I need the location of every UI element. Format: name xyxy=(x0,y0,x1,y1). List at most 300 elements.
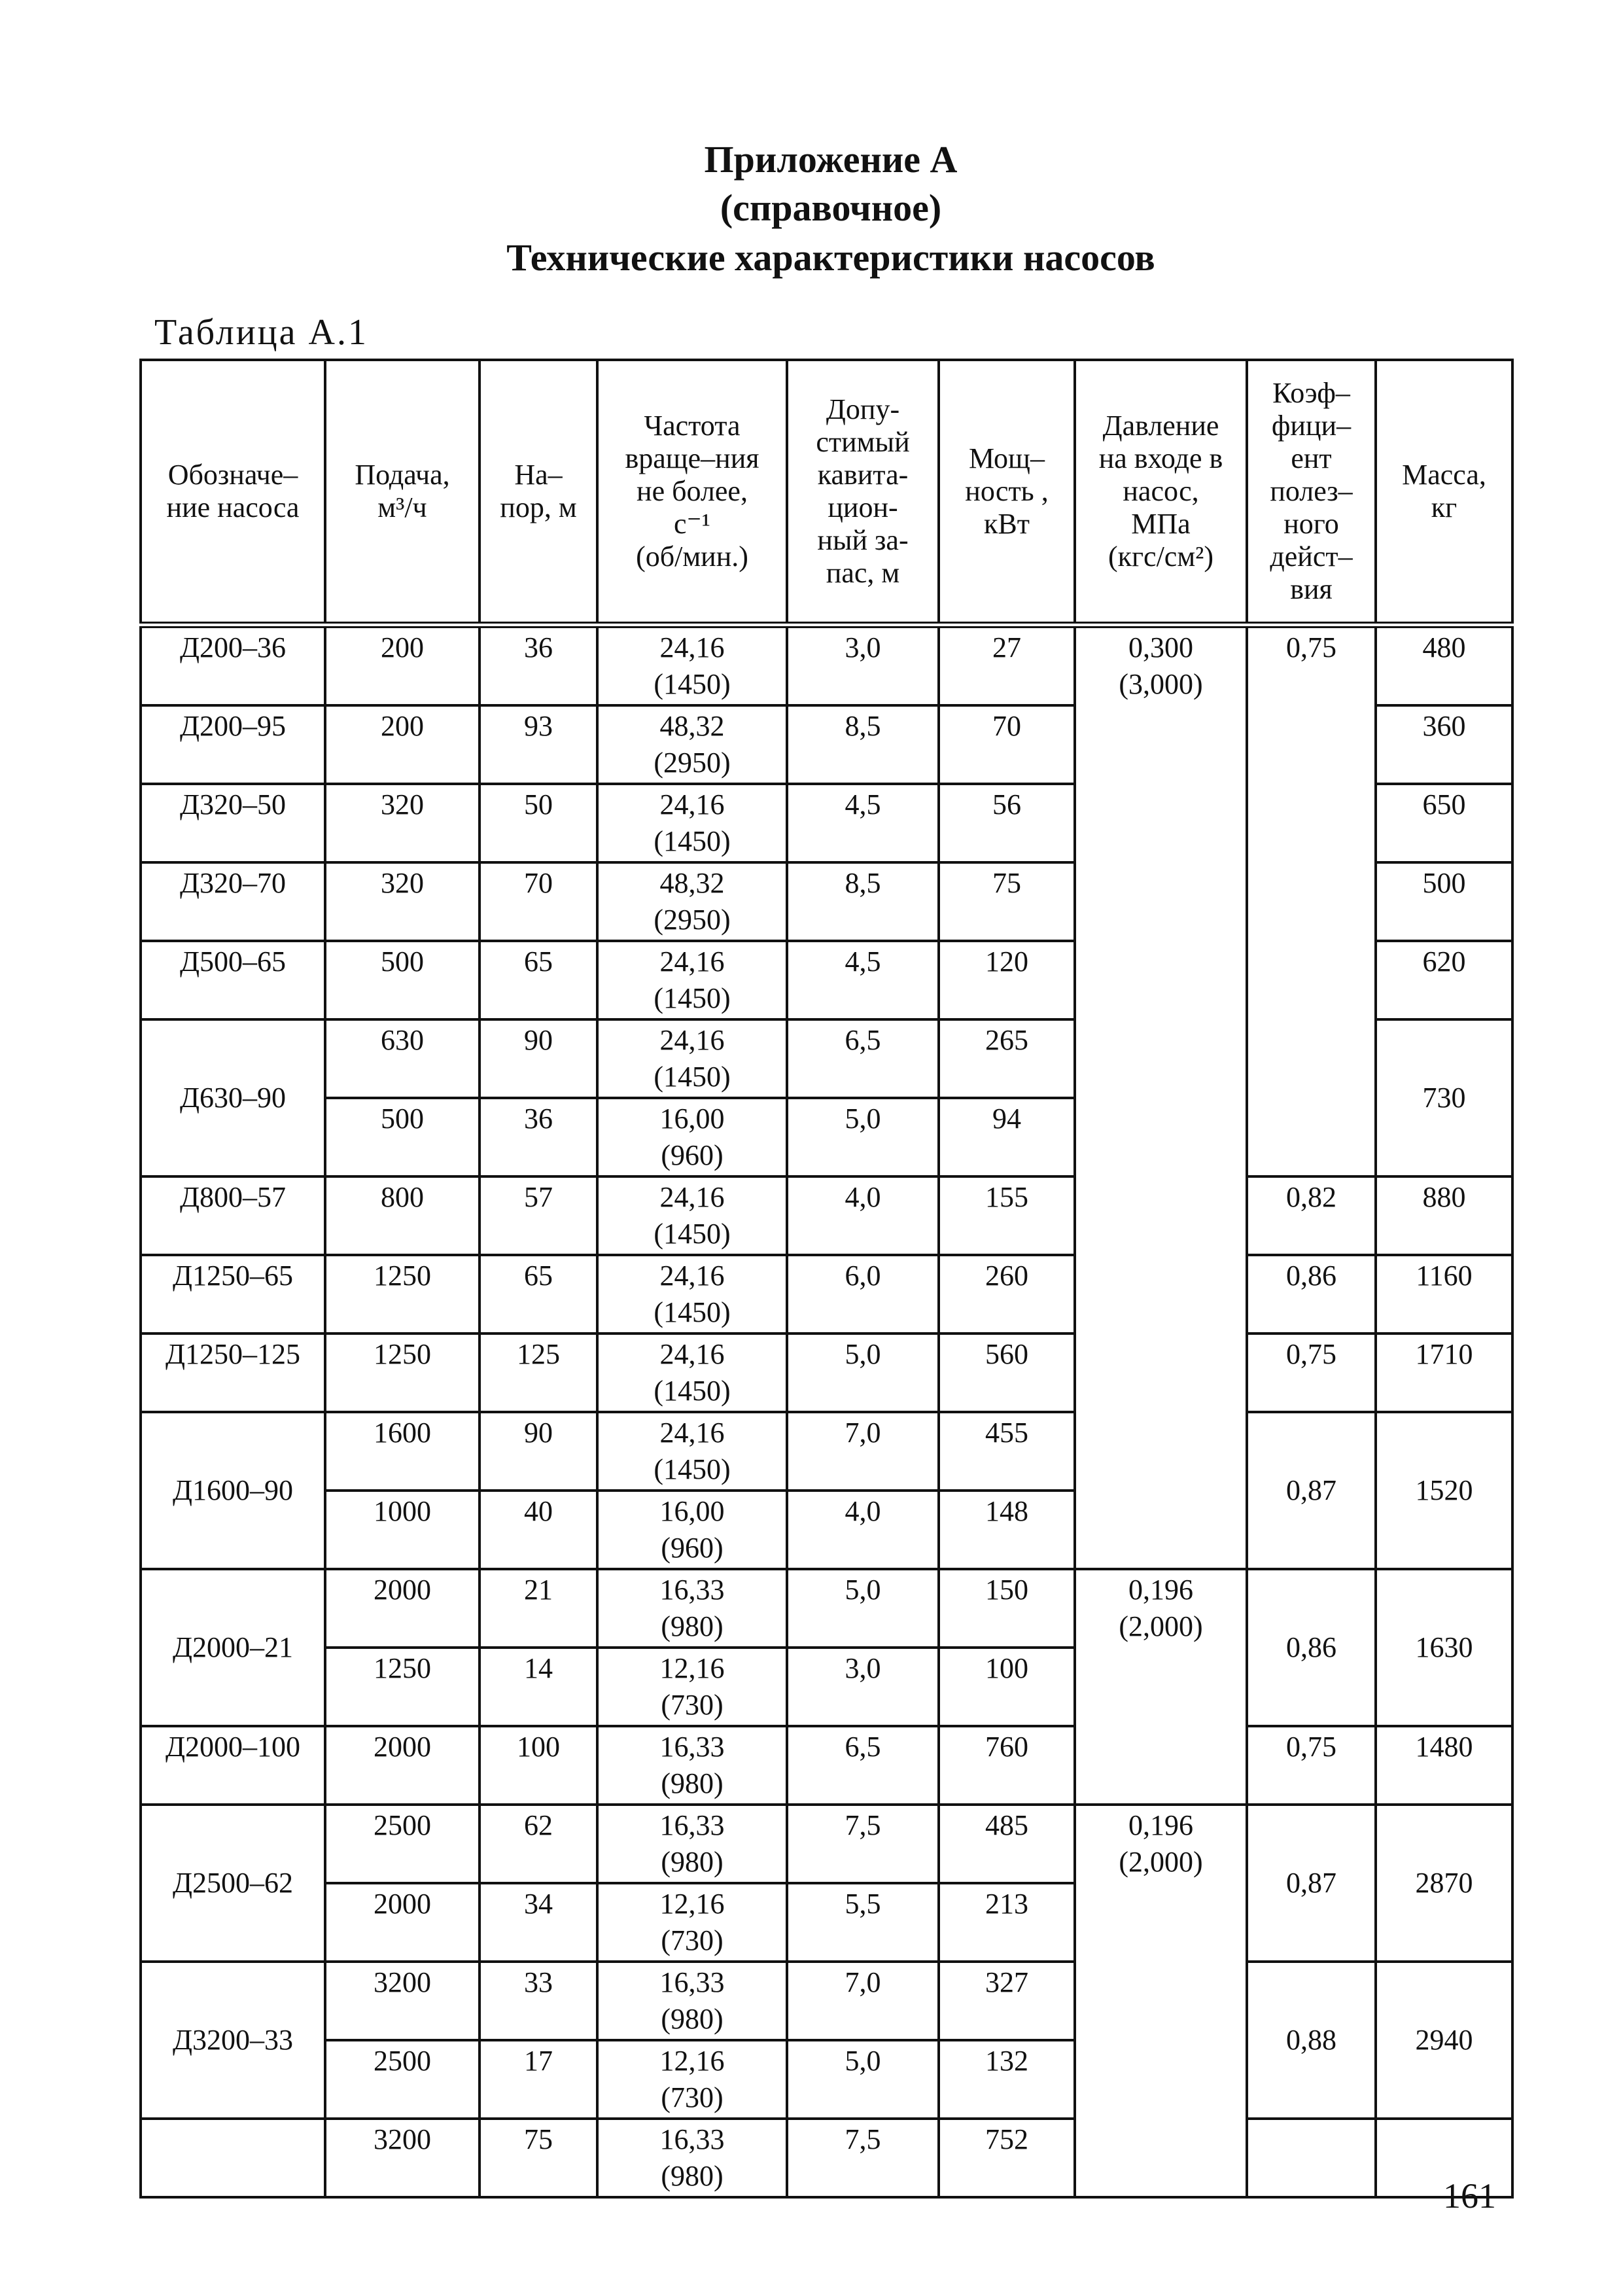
power-cell-text: 260 xyxy=(985,1260,1028,1292)
header-line: пор, м xyxy=(500,491,577,523)
efficiency-cell-text: 0,75 xyxy=(1286,1731,1336,1763)
flow-cell xyxy=(325,1176,480,1255)
rotation-speed-cell-text: (1450) xyxy=(654,668,731,700)
npsh-cell-text: 7,0 xyxy=(845,1417,881,1449)
power-cell xyxy=(939,1805,1075,1883)
pump-designation-cell-text: Д2000–100 xyxy=(165,1731,300,1763)
power-cell xyxy=(939,1726,1075,1805)
mass-cell xyxy=(1376,1176,1512,1255)
table-row xyxy=(141,1726,1512,1805)
efficiency-cell xyxy=(1247,1962,1376,2119)
pump-designation-cell-text: Д320–50 xyxy=(179,788,286,821)
flow-cell-text: 2000 xyxy=(374,1574,431,1606)
head-cell xyxy=(480,2040,597,2119)
rotation-speed-cell-text: 24,16 xyxy=(659,631,725,663)
npsh-cell xyxy=(787,705,939,784)
col-power-header xyxy=(939,360,1075,625)
header-line: ного xyxy=(1283,508,1339,540)
power-cell xyxy=(939,1098,1075,1176)
power-cell-text: 120 xyxy=(985,945,1028,978)
power-cell-text: 27 xyxy=(992,631,1021,663)
pump-designation-cell xyxy=(141,862,325,941)
power-cell-text: 265 xyxy=(985,1024,1028,1056)
inlet-pressure-cell-text: 0,196 xyxy=(1128,1809,1193,1841)
npsh-cell xyxy=(787,1648,939,1726)
power-cell-text: 455 xyxy=(985,1417,1028,1449)
head-cell xyxy=(480,1805,597,1883)
pump-designation-cell-text: Д200–95 xyxy=(179,710,286,742)
flow-cell xyxy=(325,625,480,705)
head-cell xyxy=(480,1726,597,1805)
npsh-cell-text: 6,5 xyxy=(845,1731,881,1763)
npsh-cell-text: 4,0 xyxy=(845,1495,881,1527)
rotation-speed-cell-text: (960) xyxy=(661,1139,724,1171)
rotation-speed-cell-text: (1450) xyxy=(654,1375,731,1407)
rotation-speed-cell xyxy=(597,1726,787,1805)
pump-designation-cell xyxy=(141,1805,325,1962)
head-cell xyxy=(480,1962,597,2040)
flow-cell xyxy=(325,784,480,862)
flow-cell xyxy=(325,1883,480,1962)
npsh-cell xyxy=(787,1019,939,1098)
power-cell xyxy=(939,1019,1075,1098)
power-cell xyxy=(939,1962,1075,2040)
efficiency-cell-text: 0,88 xyxy=(1286,2024,1336,2056)
pump-designation-cell xyxy=(141,625,325,705)
power-cell-text: 485 xyxy=(985,1809,1028,1841)
page-number: 161 xyxy=(1443,2176,1496,2216)
header-line: Допу- xyxy=(826,393,900,425)
col-npsh-header xyxy=(787,360,939,625)
flow-cell-text: 320 xyxy=(381,867,424,899)
rotation-speed-cell-text: 16,33 xyxy=(659,1966,725,1998)
flow-cell-text: 2500 xyxy=(374,1809,431,1841)
header-line: ент xyxy=(1291,442,1332,474)
pump-designation-cell xyxy=(141,1019,325,1176)
rotation-speed-cell-text: (730) xyxy=(661,1924,724,1956)
npsh-cell-text: 3,0 xyxy=(845,631,881,663)
npsh-cell xyxy=(787,1883,939,1962)
efficiency-cell xyxy=(1247,1176,1376,1255)
npsh-cell xyxy=(787,1491,939,1569)
rotation-speed-cell-text: (2950) xyxy=(654,747,731,779)
power-cell-text: 94 xyxy=(992,1103,1021,1135)
flow-cell-text: 2500 xyxy=(374,2045,431,2077)
flow-cell xyxy=(325,1648,480,1726)
head-cell-text: 70 xyxy=(524,867,553,899)
npsh-cell xyxy=(787,784,939,862)
flow-cell-text: 3200 xyxy=(374,2123,431,2155)
rotation-speed-cell-text: 16,33 xyxy=(659,1574,725,1606)
rotation-speed-cell xyxy=(597,1019,787,1098)
header-line: кВт xyxy=(984,508,1030,540)
flow-cell xyxy=(325,705,480,784)
rotation-speed-cell-text: (980) xyxy=(661,1846,724,1878)
table-row xyxy=(141,2119,1512,2197)
power-cell-text: 327 xyxy=(985,1966,1028,1998)
rotation-speed-cell-text: (980) xyxy=(661,1767,724,1799)
rotation-speed-cell-text: (1450) xyxy=(654,1061,731,1093)
pump-designation-cell-text: Д630–90 xyxy=(179,1082,286,1114)
head-cell-text: 21 xyxy=(524,1574,553,1606)
power-cell-text: 560 xyxy=(985,1338,1028,1370)
rotation-speed-cell-text: 12,16 xyxy=(659,1652,725,1684)
npsh-cell xyxy=(787,2040,939,2119)
rotation-speed-cell-text: 48,32 xyxy=(659,867,725,899)
table-header xyxy=(141,360,1512,625)
rotation-speed-cell-text: 24,16 xyxy=(659,1260,725,1292)
power-cell xyxy=(939,1569,1075,1648)
pump-designation-cell xyxy=(141,1726,325,1805)
npsh-cell xyxy=(787,1176,939,1255)
head-cell-text: 33 xyxy=(524,1966,553,1998)
flow-cell-text: 1250 xyxy=(374,1338,431,1370)
rotation-speed-cell xyxy=(597,625,787,705)
rotation-speed-cell-text: (1450) xyxy=(654,825,731,857)
efficiency-cell xyxy=(1247,1255,1376,1333)
power-cell xyxy=(939,1176,1075,1255)
inlet-pressure-cell-text: (2,000) xyxy=(1119,1610,1203,1642)
header-line: кг xyxy=(1431,491,1457,523)
npsh-cell xyxy=(787,1098,939,1176)
power-cell-text: 132 xyxy=(985,2045,1028,2077)
header-line: Давление xyxy=(1102,410,1219,442)
pump-designation-cell xyxy=(141,1333,325,1412)
npsh-cell-text: 3,0 xyxy=(845,1652,881,1684)
head-cell xyxy=(480,1255,597,1333)
npsh-cell-text: 8,5 xyxy=(845,867,881,899)
mass-cell-text: 2870 xyxy=(1415,1867,1473,1899)
efficiency-cell xyxy=(1247,1333,1376,1412)
rotation-speed-cell xyxy=(597,1805,787,1883)
rotation-speed-cell-text: 12,16 xyxy=(659,1888,725,1920)
efficiency-cell-text: 0,87 xyxy=(1286,1867,1336,1899)
head-cell-text: 17 xyxy=(524,2045,553,2077)
npsh-cell-text: 5,5 xyxy=(845,1888,881,1920)
flow-cell-text: 800 xyxy=(381,1181,424,1213)
efficiency-cell xyxy=(1247,1805,1376,1962)
flow-cell xyxy=(325,1333,480,1412)
npsh-cell xyxy=(787,1255,939,1333)
inlet-pressure-cell-text: (3,000) xyxy=(1119,668,1203,700)
flow-cell xyxy=(325,1805,480,1883)
rotation-speed-cell-text: (960) xyxy=(661,1532,724,1564)
rotation-speed-cell xyxy=(597,1255,787,1333)
head-cell-text: 14 xyxy=(524,1652,553,1684)
table-row xyxy=(141,1255,1512,1333)
efficiency-cell-text: 0,86 xyxy=(1286,1260,1336,1292)
mass-cell xyxy=(1376,1962,1512,2119)
flow-cell-text: 320 xyxy=(381,788,424,821)
rotation-speed-cell xyxy=(597,2119,787,2197)
inlet-pressure-cell-text: (2,000) xyxy=(1119,1846,1203,1878)
rotation-speed-cell-text: 24,16 xyxy=(659,1338,725,1370)
pump-designation-cell xyxy=(141,1412,325,1569)
efficiency-cell xyxy=(1247,1412,1376,1569)
rotation-speed-cell xyxy=(597,2040,787,2119)
pump-designation-cell-text: Д2500–62 xyxy=(172,1867,293,1899)
rotation-speed-cell xyxy=(597,1412,787,1491)
pump-designation-cell-text: Д2000–21 xyxy=(172,1631,293,1663)
npsh-cell xyxy=(787,1726,939,1805)
flow-cell xyxy=(325,941,480,1019)
head-cell xyxy=(480,1412,597,1491)
head-cell-text: 65 xyxy=(524,1260,553,1292)
power-cell-text: 150 xyxy=(985,1574,1028,1606)
pump-designation-cell-text: Д320–70 xyxy=(179,867,286,899)
rotation-speed-cell-text: 16,33 xyxy=(659,1809,725,1841)
flow-cell-text: 2000 xyxy=(374,1731,431,1763)
mass-cell xyxy=(1376,1255,1512,1333)
inlet-pressure-cell xyxy=(1075,1569,1247,1805)
power-cell-text: 155 xyxy=(985,1181,1028,1213)
rotation-speed-cell-text: (730) xyxy=(661,2081,724,2113)
rotation-speed-cell xyxy=(597,1883,787,1962)
head-cell xyxy=(480,941,597,1019)
power-cell-text: 75 xyxy=(992,867,1021,899)
rotation-speed-cell-text: 24,16 xyxy=(659,1181,725,1213)
rotation-speed-cell xyxy=(597,1176,787,1255)
col-head-header xyxy=(480,360,597,625)
flow-cell xyxy=(325,1098,480,1176)
flow-cell-text: 2000 xyxy=(374,1888,431,1920)
efficiency-cell xyxy=(1247,1726,1376,1805)
mass-cell xyxy=(1376,1019,1512,1176)
head-cell xyxy=(480,1019,597,1098)
npsh-cell xyxy=(787,1333,939,1412)
mass-cell xyxy=(1376,941,1512,1019)
power-cell-text: 760 xyxy=(985,1731,1028,1763)
rotation-speed-cell xyxy=(597,1648,787,1726)
head-cell-text: 90 xyxy=(524,1417,553,1449)
header-line: не более, xyxy=(637,475,748,507)
header-line: вия xyxy=(1290,573,1333,605)
pump-designation-cell xyxy=(141,1962,325,2119)
flow-cell-text: 630 xyxy=(381,1024,424,1056)
npsh-cell-text: 7,5 xyxy=(845,1809,881,1841)
inlet-pressure-cell-text: 0,300 xyxy=(1128,631,1193,663)
head-cell-text: 65 xyxy=(524,945,553,978)
head-cell xyxy=(480,625,597,705)
mass-cell xyxy=(1376,1412,1512,1569)
header-line: враще–ния xyxy=(625,442,759,474)
inlet-pressure-cell xyxy=(1075,1805,1247,2197)
col-efficiency-header xyxy=(1247,360,1376,625)
pump-designation-cell-text: Д200–36 xyxy=(179,631,286,663)
power-cell xyxy=(939,1648,1075,1726)
flow-cell-text: 1250 xyxy=(374,1652,431,1684)
flow-cell-text: 500 xyxy=(381,945,424,978)
efficiency-cell-text: 0,87 xyxy=(1286,1474,1336,1506)
pump-designation-cell-text: Д500–65 xyxy=(179,945,286,978)
pump-designation-cell-text: Д1600–90 xyxy=(172,1474,293,1506)
rotation-speed-cell xyxy=(597,1098,787,1176)
mass-cell xyxy=(1376,705,1512,784)
col-pump-designation-header xyxy=(141,360,325,625)
npsh-cell-text: 5,0 xyxy=(845,1103,881,1135)
table-row xyxy=(141,1176,1512,1255)
table-row xyxy=(141,1569,1512,1648)
npsh-cell-text: 5,0 xyxy=(845,1574,881,1606)
mass-cell xyxy=(1376,862,1512,941)
rotation-speed-cell-text: 24,16 xyxy=(659,1417,725,1449)
efficiency-cell xyxy=(1247,625,1376,1176)
table-body xyxy=(141,625,1512,2197)
rotation-speed-cell xyxy=(597,1333,787,1412)
table-row xyxy=(141,625,1512,705)
header-line: Масса, xyxy=(1402,459,1486,491)
npsh-cell xyxy=(787,1412,939,1491)
head-cell xyxy=(480,1648,597,1726)
col-rotation-speed-header xyxy=(597,360,787,625)
head-cell-text: 36 xyxy=(524,1103,553,1135)
power-cell-text: 100 xyxy=(985,1652,1028,1684)
mass-cell-text: 730 xyxy=(1422,1082,1466,1114)
pump-designation-cell-text: Д1250–65 xyxy=(172,1260,293,1292)
header-line: Обозначе– xyxy=(167,459,298,491)
header-line: Мощ– xyxy=(969,442,1045,474)
power-cell xyxy=(939,625,1075,705)
power-cell-text: 70 xyxy=(992,710,1021,742)
pump-designation-cell xyxy=(141,2119,325,2197)
head-cell-text: 90 xyxy=(524,1024,553,1056)
head-cell xyxy=(480,1098,597,1176)
npsh-cell xyxy=(787,625,939,705)
header-line: полез– xyxy=(1270,475,1353,507)
flow-cell xyxy=(325,1569,480,1648)
mass-cell-text: 1710 xyxy=(1415,1338,1473,1370)
rotation-speed-cell-text: (980) xyxy=(661,2003,724,2035)
mass-cell xyxy=(1376,1569,1512,1726)
table-row xyxy=(141,1805,1512,1883)
power-cell xyxy=(939,941,1075,1019)
npsh-cell xyxy=(787,1805,939,1883)
power-cell xyxy=(939,1491,1075,1569)
col-flow-header xyxy=(325,360,480,625)
header-line: фици– xyxy=(1271,410,1352,442)
rotation-speed-cell-text: 48,32 xyxy=(659,710,725,742)
pump-designation-cell xyxy=(141,941,325,1019)
rotation-speed-cell-text: 12,16 xyxy=(659,2045,725,2077)
npsh-cell-text: 6,5 xyxy=(845,1024,881,1056)
rotation-speed-cell-text: (2950) xyxy=(654,904,731,936)
power-cell-text: 148 xyxy=(985,1495,1028,1527)
header-line: ние насоса xyxy=(166,491,300,523)
npsh-cell xyxy=(787,2119,939,2197)
head-cell xyxy=(480,1176,597,1255)
npsh-cell-text: 8,5 xyxy=(845,710,881,742)
rotation-speed-cell-text: (1450) xyxy=(654,1453,731,1485)
efficiency-cell-text: 0,86 xyxy=(1286,1631,1336,1663)
npsh-cell-text: 4,5 xyxy=(845,788,881,821)
head-cell xyxy=(480,1333,597,1412)
rotation-speed-cell-text: 16,00 xyxy=(659,1103,725,1135)
flow-cell-text: 1250 xyxy=(374,1260,431,1292)
header-line: насос, xyxy=(1123,475,1199,507)
header-line: стимый xyxy=(816,426,910,458)
head-cell xyxy=(480,1569,597,1648)
mass-cell-text: 500 xyxy=(1422,867,1466,899)
mass-cell xyxy=(1376,1726,1512,1805)
head-cell xyxy=(480,1883,597,1962)
efficiency-cell-text: 0,75 xyxy=(1286,631,1336,663)
rotation-speed-cell-text: (1450) xyxy=(654,1218,731,1250)
rotation-speed-cell xyxy=(597,941,787,1019)
flow-cell xyxy=(325,1726,480,1805)
rotation-speed-cell-text: 24,16 xyxy=(659,788,725,821)
power-cell xyxy=(939,1412,1075,1491)
flow-cell-text: 500 xyxy=(381,1103,424,1135)
head-cell-text: 75 xyxy=(524,2123,553,2155)
inlet-pressure-cell-text: 0,196 xyxy=(1128,1574,1193,1606)
head-cell xyxy=(480,2119,597,2197)
head-cell-text: 62 xyxy=(524,1809,553,1841)
mass-cell xyxy=(1376,1333,1512,1412)
mass-cell-text: 1480 xyxy=(1415,1731,1473,1763)
rotation-speed-cell-text: 16,00 xyxy=(659,1495,725,1527)
pump-spec-table xyxy=(139,359,1514,2199)
rotation-speed-cell-text: 24,16 xyxy=(659,945,725,978)
header-line: цион- xyxy=(828,491,898,523)
header-line: дейст– xyxy=(1270,540,1353,573)
flow-cell xyxy=(325,1962,480,2040)
header-line: кавита- xyxy=(817,459,909,491)
flow-cell xyxy=(325,862,480,941)
head-cell-text: 50 xyxy=(524,788,553,821)
head-cell-text: 100 xyxy=(517,1731,560,1763)
power-cell xyxy=(939,862,1075,941)
head-cell xyxy=(480,1491,597,1569)
pump-designation-cell-text: Д1250–125 xyxy=(165,1338,300,1370)
flow-cell-text: 1600 xyxy=(374,1417,431,1449)
power-cell-text: 752 xyxy=(985,2123,1028,2155)
pump-designation-cell xyxy=(141,705,325,784)
head-cell-text: 93 xyxy=(524,710,553,742)
mass-cell-text: 1630 xyxy=(1415,1631,1473,1663)
pump-designation-cell xyxy=(141,1255,325,1333)
flow-cell-text: 200 xyxy=(381,710,424,742)
rotation-speed-cell-text: 16,33 xyxy=(659,2123,725,2155)
mass-cell xyxy=(1376,784,1512,862)
flow-cell xyxy=(325,1019,480,1098)
npsh-cell-text: 7,5 xyxy=(845,2123,881,2155)
rotation-speed-cell-text: (980) xyxy=(661,2160,724,2192)
power-cell xyxy=(939,2119,1075,2197)
table-caption: Таблица А.1 xyxy=(154,312,368,353)
head-cell-text: 40 xyxy=(524,1495,553,1527)
header-line: ность , xyxy=(965,475,1049,507)
rotation-speed-cell xyxy=(597,862,787,941)
npsh-cell xyxy=(787,862,939,941)
pump-designation-cell xyxy=(141,1569,325,1726)
flow-cell xyxy=(325,1491,480,1569)
npsh-cell-text: 6,0 xyxy=(845,1260,881,1292)
flow-cell xyxy=(325,2119,480,2197)
npsh-cell-text: 4,5 xyxy=(845,945,881,978)
col-inlet-pressure-header xyxy=(1075,360,1247,625)
header-line: ный за- xyxy=(817,524,909,556)
power-cell-text: 213 xyxy=(985,1888,1028,1920)
flow-cell xyxy=(325,1255,480,1333)
efficiency-cell-text: 0,75 xyxy=(1286,1338,1336,1370)
flow-cell-text: 200 xyxy=(381,631,424,663)
rotation-speed-cell-text: (1450) xyxy=(654,1296,731,1328)
npsh-cell xyxy=(787,941,939,1019)
header-line: м³/ч xyxy=(377,491,427,523)
mass-cell-text: 1160 xyxy=(1416,1260,1473,1292)
rotation-speed-cell xyxy=(597,1491,787,1569)
rotation-speed-cell xyxy=(597,1569,787,1648)
